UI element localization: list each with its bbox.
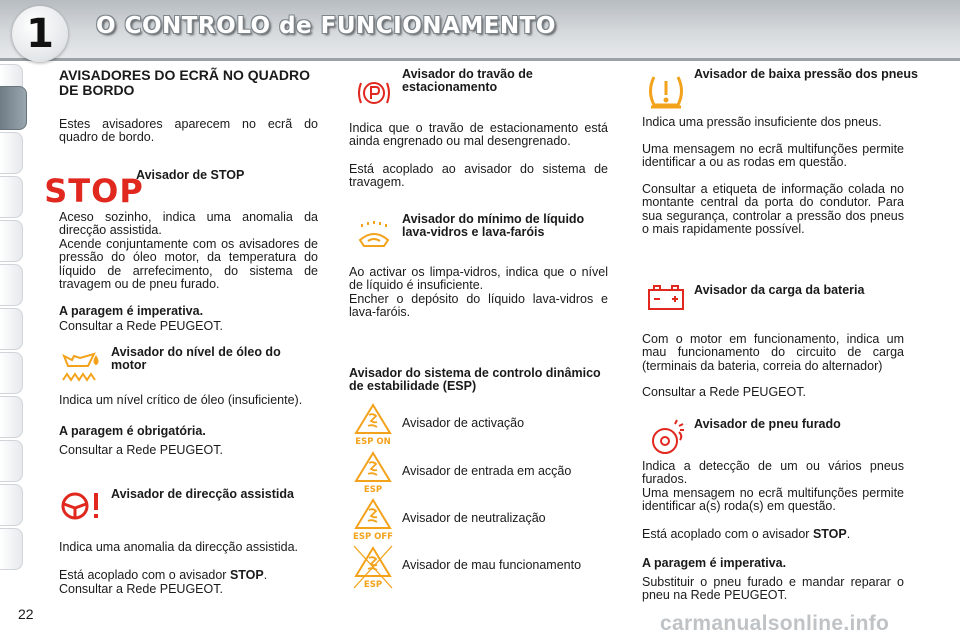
esp-fault-icon [350,544,396,595]
esp-title: Avisador do sistema de controlo dinâmico de estabilidade (ESP) [349,366,601,394]
oil-text-2: Consultar a Rede PEUGEOT. [59,443,223,457]
chapter-tab[interactable] [0,440,23,482]
chapter-tab[interactable] [0,484,23,526]
stop-text-1: Aceso sozinho, indica uma anomalia da direcção assistida. [59,210,318,238]
washer-fluid-title: Avisador do mínimo de líquido lava-vidros e lava-faróis [402,212,585,240]
esp-item-label: Avisador de mau funcionamento [402,558,582,572]
svg-text:ESP: ESP [363,580,383,590]
stop-warning-icon [44,172,144,211]
washer-text-1: Ao activar os limpa-vidros, indica que o nível de líquido é insuficiente. [349,265,608,293]
puncture-text-3: Está acoplado com o avisador STOP. [642,527,851,541]
washer-text-2: Encher o depósito do líquido lava-vidros e lava-faróis. [349,292,608,320]
tyre-pressure-text-1: Indica uma pressão insuficiente dos pneus. [642,115,882,129]
parking-brake-icon [356,76,392,115]
chapter-tab-active[interactable] [0,86,27,130]
battery-title: Avisador da carga da bateria [694,283,865,297]
chapter-tab[interactable] [0,176,23,218]
puncture-text-1: Indica a detecção de um ou vários pneus furados. [642,459,904,487]
svg-text:STOP: STOP [44,172,144,210]
esp-item-label: Avisador de entrada em acção [402,464,572,478]
section-heading: AVISADORES DO ECRÃ NO QUADRO DE BORDO [59,67,310,98]
svg-text:ESP ON: ESP ON [355,437,391,447]
washer-fluid-icon [356,220,392,255]
stop-text-3: Consultar a Rede PEUGEOT. [59,319,223,333]
power-steering-icon [58,490,104,527]
puncture-text-4: Substituir o pneu furado e mandar reparar o pneu na Rede PEUGEOT. [642,575,904,603]
esp-item-label: Avisador de neutralização [402,511,546,525]
tyre-pressure-icon [645,72,687,117]
tyre-pressure-text-2: Uma mensagem no ecrã multifunções permite identificar a ou as rodas em questão. [642,142,904,170]
oil-warning-title: Avisador do nível de óleo do motor [111,345,281,373]
oil-level-icon [60,348,106,389]
puncture-title: Avisador de pneu furado [694,417,841,431]
page-number: 22 [18,606,34,622]
chapter-tab[interactable] [0,352,23,394]
chapter-tab[interactable] [0,308,23,350]
brake-text-2: Está acoplado ao avisador do sistema de travagem. [349,162,608,190]
tyre-pressure-title: Avisador de baixa pressão dos pneus [694,67,918,81]
parking-brake-title: Avisador do travão de estacionamento [402,67,533,95]
esp-on-icon [350,402,396,451]
chapter-tab[interactable] [0,396,23,438]
flat-tyre-icon [645,418,687,463]
chapter-tab[interactable] [0,264,23,306]
steering-text-2: Está acoplado com o avisador STOP. [59,568,268,582]
chapter-tab[interactable] [0,132,23,174]
steering-text-3: Consultar a Rede PEUGEOT. [59,582,223,596]
steering-warning-title: Avisador de direcção assistida [111,487,294,501]
svg-text:ESP OFF: ESP OFF [353,532,393,542]
steering-text-1: Indica uma anomalia da direcção assistida. [59,540,299,554]
battery-text-1: Com o motor em funcionamento, indica um mau funcionamento do circuito de carga (terminais da bateria, correia do alternador) [642,332,904,373]
watermark: carmanualsonline.info [660,612,890,635]
stop-warning-title: Avisador de STOP [136,168,245,182]
esp-active-icon [350,450,396,499]
chapter-tab[interactable] [0,220,23,262]
puncture-text-bold: A paragem é imperativa. [642,556,787,570]
chapter-number: 1 [26,11,54,57]
brake-text-1: Indica que o travão de estacionamento está ainda engrenado ou mal desengrenado. [349,121,608,149]
puncture-text-2: Uma mensagem no ecrã multifunções permite identificar a(s) roda(s) em questão. [642,486,904,514]
tyre-pressure-text-3: Consultar a etiqueta de informação colada no montante central da porta do condutor. Para sua segurança, controlar a pressão dos pneus o mais rapidamente possível. [642,182,904,236]
intro-text: Estes avisadores aparecem no ecrã do quadro de bordo. [59,117,318,145]
stop-text-2: Acende conjuntamente com os avisadores de pressão do óleo motor, da temperatura do líquido de arrefecimento, do sistema de travagem ou de pneu furado. [59,237,318,291]
svg-text:ESP: ESP [363,485,383,495]
stop-text-bold: A paragem é imperativa. [59,304,204,318]
page-title: O CONTROLO de FUNCIONAMENTO [96,13,556,39]
oil-text-bold: A paragem é obrigatória. [59,424,206,438]
esp-off-icon [350,497,396,546]
oil-text-1: Indica um nível crítico de óleo (insuficiente). [59,393,303,407]
header-divider [0,58,960,61]
battery-text-2: Consultar a Rede PEUGEOT. [642,385,806,399]
esp-item-label: Avisador de activação [402,416,525,430]
chapter-tab[interactable] [0,528,23,570]
chapter-tabs [0,64,44,584]
battery-icon [646,284,686,317]
